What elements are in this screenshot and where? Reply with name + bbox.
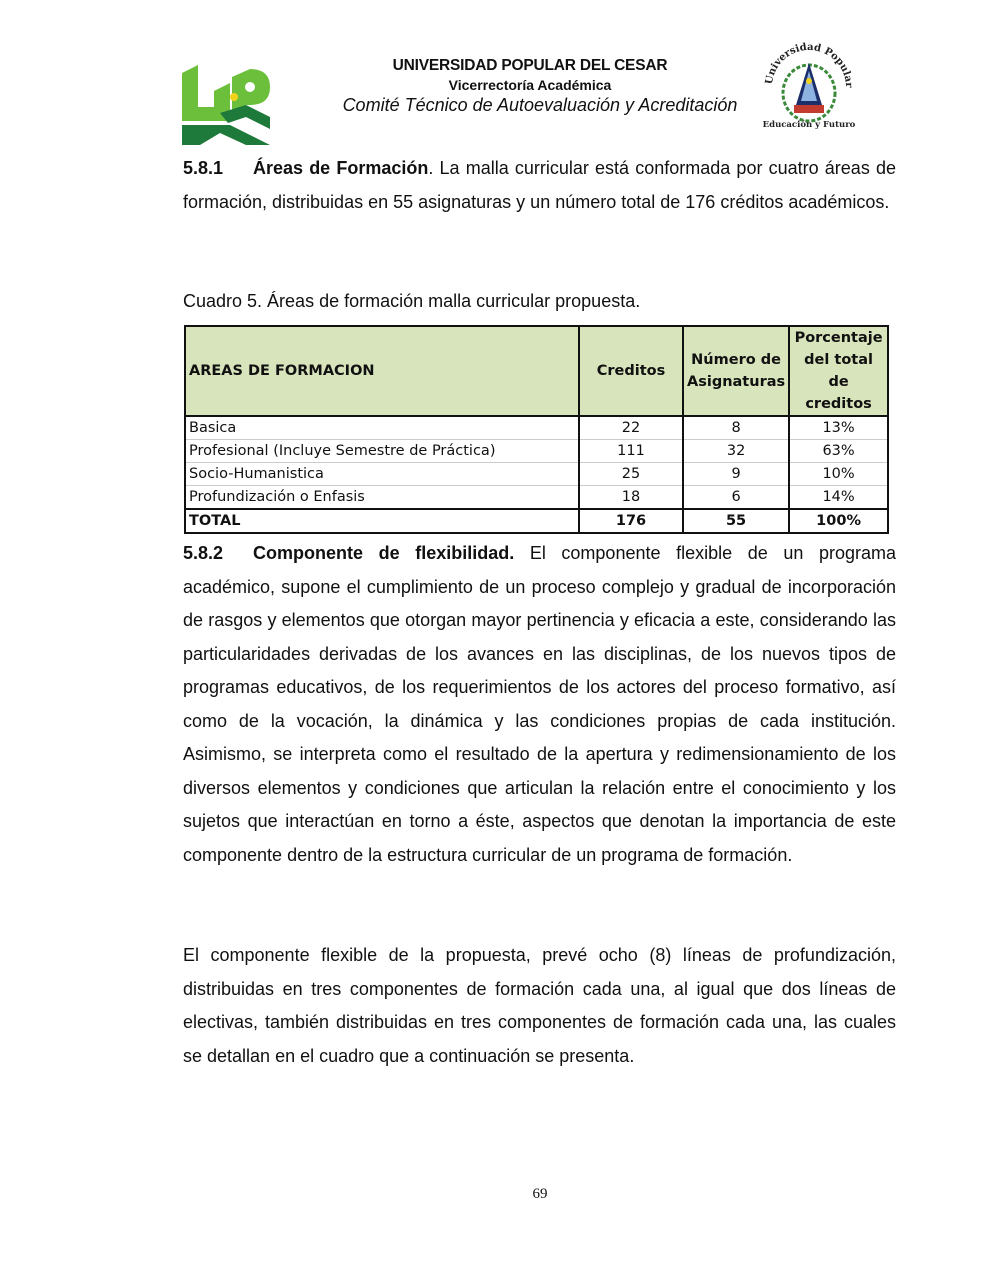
col-header-percentage: Porcentaje del total de creditos: [789, 326, 888, 416]
cell-area: Profesional (Incluye Semestre de Práctica): [185, 440, 579, 463]
section-number: 5.8.1: [183, 158, 224, 178]
cell-credits: 111: [579, 440, 683, 463]
table-row: [185, 416, 888, 440]
section-number: 5.8.2: [183, 543, 224, 563]
table-total-row: [185, 509, 888, 533]
section-title: Áreas de Formación: [253, 158, 429, 178]
cell-total-percentage: 100%: [789, 509, 888, 533]
cell-subjects: 32: [683, 440, 789, 463]
section-582-paragraph: [183, 537, 896, 872]
cell-total-credits: 176: [579, 509, 683, 533]
section-text: El componente flexible de un programa académico, supone el cumplimiento de un proceso complejo y gradual de incorporación de rasgos y elementos que otorgan mayor pertinencia y eficacia a este, considerando las particularidades derivadas de los avances en las disciplinas, de los nuevos tipos de programas educativos, de los requerimientos de los actores del proceso formativo, así como de la vocación, la dinámica y las condiciones propias de cada institución. Asimismo, se interpreta como el resultado de la apertura y redimensionamiento de los diversos elementos y condiciones que articulan la relación entre el conocimiento y los sujetos que interactúan en torno a éste, aspectos que denotan la importancia de este componente dentro de la estructura curricular de un programa de formación.: [183, 543, 896, 865]
office-name: Vicerrectoría Académica: [448, 77, 612, 93]
cell-area: Basica: [185, 416, 579, 440]
section-title: Componente de flexibilidad.: [253, 543, 515, 563]
section-581-paragraph: [183, 152, 896, 219]
cell-percentage: 63%: [789, 440, 888, 463]
page-number: 69: [532, 1186, 548, 1202]
committee-name: Comité Técnico de Autoevaluación y Acreditación: [342, 95, 738, 115]
cell-credits: 22: [579, 416, 683, 440]
table-caption: Cuadro 5. Áreas de formación malla curricular propuesta.: [183, 291, 641, 311]
cell-subjects: 8: [683, 416, 789, 440]
seal-text-top: Universidad Popular: [763, 41, 855, 88]
table-row: [185, 463, 888, 486]
training-areas-table: [184, 325, 889, 534]
cell-total-label: TOTAL: [185, 509, 579, 533]
upc-logo: [180, 55, 272, 147]
col-header-subjects: Número de Asignaturas: [683, 326, 789, 416]
table-row: [185, 440, 888, 463]
university-seal: [760, 35, 858, 133]
cell-percentage: 13%: [789, 416, 888, 440]
cell-subjects: 9: [683, 463, 789, 486]
cell-credits: 25: [579, 463, 683, 486]
col-header-area: AREAS DE FORMACION: [185, 326, 579, 416]
col-header-credits: Creditos: [579, 326, 683, 416]
cell-total-subjects: 55: [683, 509, 789, 533]
table-header-row: [185, 326, 888, 416]
section-text: . La malla curricular está conformada por cuatro áreas de formación, distribuidas en 55 asignaturas y un número total de 176 créditos académicos.: [183, 158, 896, 212]
university-name: UNIVERSIDAD POPULAR DEL CESAR: [392, 57, 668, 74]
seal-text-bottom: Educación y Futuro: [762, 120, 856, 130]
cell-percentage: 14%: [789, 486, 888, 510]
final-paragraph: El componente flexible de la propuesta, prevé ocho (8) líneas de profundización, distribuidas en tres componentes de formación cada una, al igual que dos líneas de electivas, también distribuidas en tres componentes de formación cada una, las cuales se detallan en el cuadro que a continuación se presenta.: [183, 945, 896, 1066]
cell-percentage: 10%: [789, 463, 888, 486]
cell-area: Socio-Humanistica: [185, 463, 579, 486]
table-row: [185, 486, 888, 510]
cell-area: Profundización o Enfasis: [185, 486, 579, 510]
cell-subjects: 6: [683, 486, 789, 510]
cell-credits: 18: [579, 486, 683, 510]
